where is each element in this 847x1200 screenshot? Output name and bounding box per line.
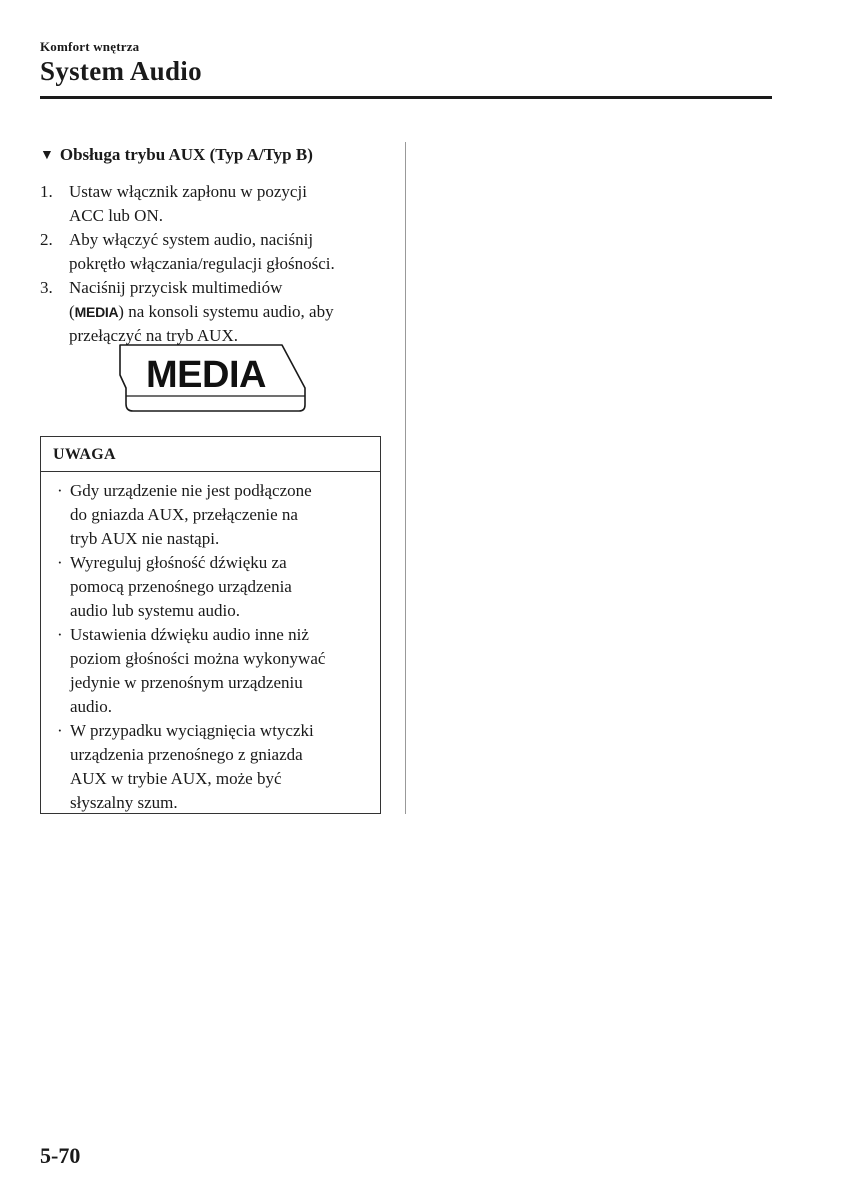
- note-item: [41, 479, 380, 551]
- step-number: 1.: [40, 182, 53, 201]
- note-item: [41, 551, 380, 623]
- note-item: [41, 623, 380, 719]
- bullet: ·: [57, 625, 63, 644]
- step-text-line: przełączyć na tryb AUX.: [69, 326, 238, 345]
- step-text-fragment: (: [69, 302, 75, 321]
- step-text-line: ACC lub ON.: [69, 206, 163, 225]
- aux-subheading: [40, 145, 313, 165]
- note-text-line: Gdy urządzenie nie jest podłączone: [70, 481, 312, 500]
- note-text-line: pomocą przenośnego urządzenia: [70, 577, 292, 596]
- note-text-line: Ustawienia dźwięku audio inne niż: [70, 625, 309, 644]
- header-rule: [40, 96, 772, 99]
- step-item: [40, 228, 385, 276]
- section-title: System Audio: [40, 56, 202, 86]
- page-number: 5-70: [40, 1143, 81, 1168]
- note-title: UWAGA: [41, 437, 380, 472]
- note-item: [41, 719, 380, 815]
- chapter-label: Komfort wnętrza: [40, 39, 140, 54]
- step-text-fragment: ) na konsoli systemu audio, aby: [118, 302, 334, 321]
- step-text-line: Aby włączyć system audio, naciśnij: [69, 230, 314, 249]
- note-text-line: Wyreguluj głośność dźwięku za: [70, 553, 287, 572]
- step-text-line: Ustaw włącznik zapłonu w pozycji: [69, 182, 307, 201]
- note-text-line: W przypadku wyciągnięcia wtyczki: [70, 721, 314, 740]
- step-number: 2.: [40, 230, 53, 249]
- note-text-line: audio.: [70, 697, 113, 716]
- media-button-label: MEDIA: [146, 354, 266, 396]
- note-list: [41, 472, 380, 815]
- step-item: [40, 276, 385, 348]
- aux-subheading-text: Obsługa trybu AUX (Typ A/Typ B): [59, 145, 313, 164]
- step-number: 3.: [40, 278, 53, 297]
- bullet: ·: [57, 721, 63, 740]
- note-text-line: jedynie w przenośnym urządzeniu: [70, 673, 303, 692]
- note-box: [40, 436, 381, 814]
- media-inline-icon: MEDIA: [74, 304, 119, 320]
- note-text-line: AUX w trybie AUX, może być: [70, 769, 282, 788]
- media-button-illustration: [113, 342, 309, 414]
- note-text-line: słyszalny szum.: [70, 793, 178, 812]
- note-text-line: tryb AUX nie nastąpi.: [70, 529, 220, 548]
- column-divider: [405, 142, 406, 814]
- bullet: ·: [57, 481, 63, 500]
- triangle-down-icon: ▼: [40, 148, 54, 163]
- aux-steps-list: [40, 180, 385, 348]
- step-item: [40, 180, 385, 228]
- note-text-line: audio lub systemu audio.: [70, 601, 240, 620]
- note-text-line: poziom głośności można wykonywać: [70, 649, 326, 668]
- note-text-line: do gniazda AUX, przełączenie na: [70, 505, 298, 524]
- bullet: ·: [57, 553, 63, 572]
- step-text-line: Naciśnij przycisk multimediów: [69, 278, 283, 297]
- note-text-line: urządzenia przenośnego z gniazda: [70, 745, 303, 764]
- step-text-line: pokrętło włączania/regulacji głośności.: [69, 254, 335, 273]
